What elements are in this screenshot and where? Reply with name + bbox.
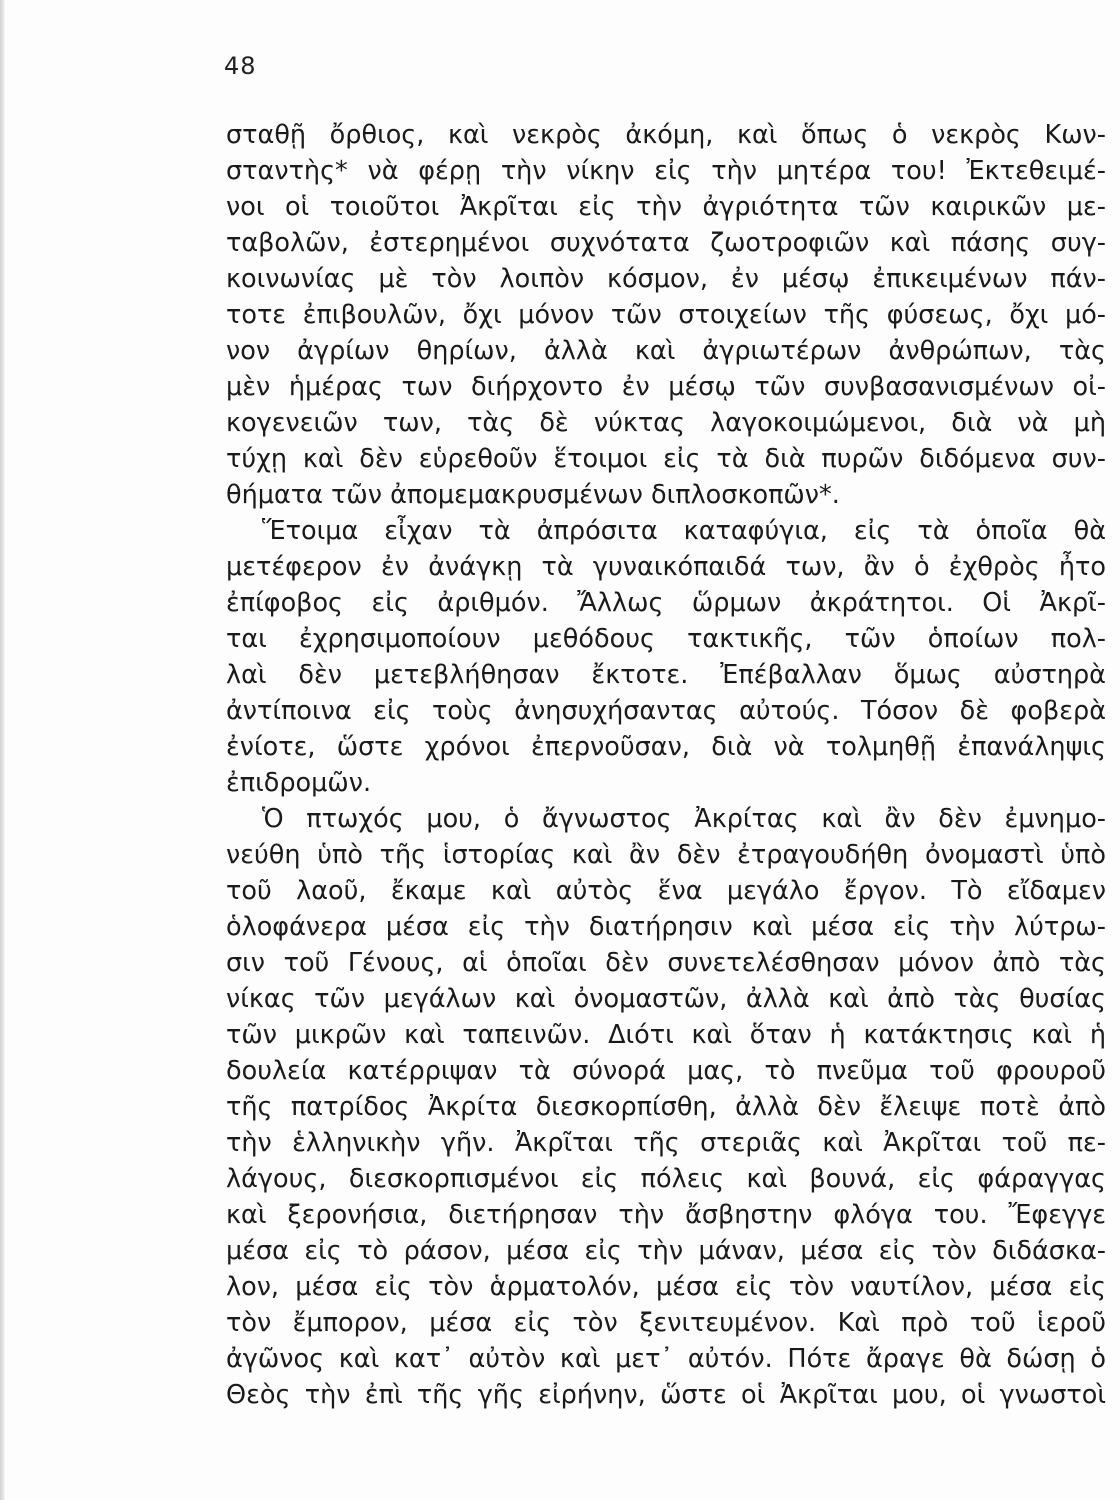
text-line: σταντὴς* νὰ φέρῃ τὴν νίκην εἰς τὴν μητέρα του! Ἐκτεθειμέ- [226,156,1106,186]
text-line: νίκας τῶν μεγάλων καὶ ὀνομαστῶν, ἀλλὰ καὶ ἀπὸ τὰς θυσίας [226,984,1106,1014]
text-line: λον, μέσα εἰς τὸν ἁρματολόν, μέσα εἰς τὸν ναυτίλον, μέσα εἰς [226,1272,1106,1302]
text-line: καὶ ξερονήσια, διετήρησαν τὴν ἄσβηστην φλόγα του. Ἔφεγγε [226,1200,1106,1230]
text-line: μέσα εἰς τὸ ράσον, μέσα εἰς τὴν μάναν, μέσα εἰς τὸν διδάσκα- [226,1236,1106,1266]
text-line: Θεὸς τὴν ἐπὶ τῆς γῆς εἰρήνην, ὥστε οἱ Ἀκρῖται μου, οἱ γνωστοὶ [226,1380,1106,1410]
text-line: νεύθη ὑπὸ τῆς ἱστορίας καὶ ἂν δὲν ἐτραγουδήθη ὀνομαστὶ ὑπὸ [226,840,1106,870]
text-line: τῆς πατρίδος Ἀκρίτα διεσκορπίσθη, ἀλλὰ δὲν ἔλειψε ποτὲ ἀπὸ [226,1092,1106,1122]
text-line: κοινωνίας μὲ τὸν λοιπὸν κόσμον, ἐν μέσῳ ἐπικειμένων πάν- [226,264,1106,294]
text-line: ἀντίποινα εἰς τοὺς ἀνησυχήσαντας αὐτούς. Τόσον δὲ φοβερὰ [226,696,1106,726]
text-line: μετέφερον ἐν ἀνάγκῃ τὰ γυναικόπαιδά των, ἂν ὁ ἐχθρὸς ἦτο [226,552,1106,582]
text-line: ται ἐχρησιμοποίουν μεθόδους τακτικῆς, τῶν ὁποίων πολ- [226,624,1106,654]
text-line-paragraph-start: Ἕτοιμα εἶχαν τὰ ἀπρόσιτα καταφύγια, εἰς τὰ ὁποῖα θὰ [262,516,1106,546]
text-line-paragraph-end: θήματα τῶν ἀπομεμακρυσμένων διπλοσκοπῶν*. [226,480,840,510]
page-number: 48 [224,52,257,80]
text-line: λάγους, διεσκορπισμένοι εἰς πόλεις καὶ βουνά, εἰς φάραγγας [226,1164,1106,1194]
text-line: τὴν ἑλληνικὴν γῆν. Ἀκρῖται τῆς στεριᾶς καὶ Ἀκρῖται τοῦ πε- [226,1128,1106,1158]
text-line: σιν τοῦ Γένους, αἱ ὁποῖαι δὲν συνετελέσθησαν μόνον ἀπὸ τὰς [226,948,1106,978]
text-line: ὁλοφάνερα μέσα εἰς τὴν διατήρησιν καὶ μέσα εἰς τὴν λύτρω- [226,912,1106,942]
text-line: σταθῇ ὄρθιος, καὶ νεκρὸς ἀκόμη, καὶ ὅπως ὁ νεκρὸς Κων- [226,120,1106,150]
text-line: δουλεία κατέρριψαν τὰ σύνορά μας, τὸ πνεῦμα τοῦ φρουροῦ [226,1056,1106,1086]
text-line: τὸν ἔμπορον, μέσα εἰς τὸν ξενιτευμένον. Καὶ πρὸ τοῦ ἱεροῦ [226,1308,1106,1338]
text-line: μὲν ἡμέρας των διήρχοντο ἐν μέσῳ τῶν συνβασανισμένων οἰ- [226,372,1106,402]
text-line: λαὶ δὲν μετεβλήθησαν ἔκτοτε. Ἐπέβαλλαν ὅμως αὐστηρὰ [226,660,1106,690]
text-line-paragraph-end: ἐπιδρομῶν. [226,768,372,798]
text-line: κογενειῶν των, τὰς δὲ νύκτας λαγοκοιμώμενοι, διὰ νὰ μὴ [226,408,1106,438]
text-line: τύχῃ καὶ δὲν εὑρεθοῦν ἕτοιμοι εἰς τὰ διὰ πυρῶν διδόμενα συν- [226,444,1106,474]
text-line: ταβολῶν, ἐστερημένοι συχνότατα ζωοτροφιῶν καὶ πάσης συγ- [226,228,1106,258]
text-line: νον ἀγρίων θηρίων, ἀλλὰ καὶ ἀγριωτέρων ἀνθρώπων, τὰς [226,336,1106,366]
page-binding-edge [0,0,5,1500]
body-text [226,117,1106,1413]
text-line: ἐνίοτε, ὥστε χρόνοι ἐπερνοῦσαν, διὰ νὰ τολμηθῇ ἐπανάληψις [226,732,1106,762]
text-line: ἐπίφοβος εἰς ἀριθμόν. Ἄλλως ὥρμων ἀκράτητοι. Οἱ Ἀκρῖ- [226,588,1106,618]
text-line: τῶν μικρῶν καὶ ταπεινῶν. Διότι καὶ ὅταν ἡ κατάκτησις καὶ ἡ [226,1020,1106,1050]
text-line: νοι οἱ τοιοῦτοι Ἀκρῖται εἰς τὴν ἀγριότητα τῶν καιρικῶν με- [226,192,1106,222]
text-line-paragraph-start: Ὁ πτωχός μου, ὁ ἄγνωστος Ἀκρίτας καὶ ἂν δὲν ἐμνημο- [262,804,1106,834]
text-line: τοτε ἐπιβουλῶν, ὄχι μόνον τῶν στοιχείων τῆς φύσεως, ὄχι μό- [226,300,1106,330]
text-line: ἀγῶνος καὶ κατ᾽ αὐτὸν καὶ μετ᾽ αὐτόν. Πότε ἄραγε θὰ δώσῃ ὁ [226,1344,1106,1374]
text-line: τοῦ λαοῦ, ἔκαμε καὶ αὐτὸς ἕνα μεγάλο ἔργον. Τὸ εἴδαμεν [226,876,1106,906]
